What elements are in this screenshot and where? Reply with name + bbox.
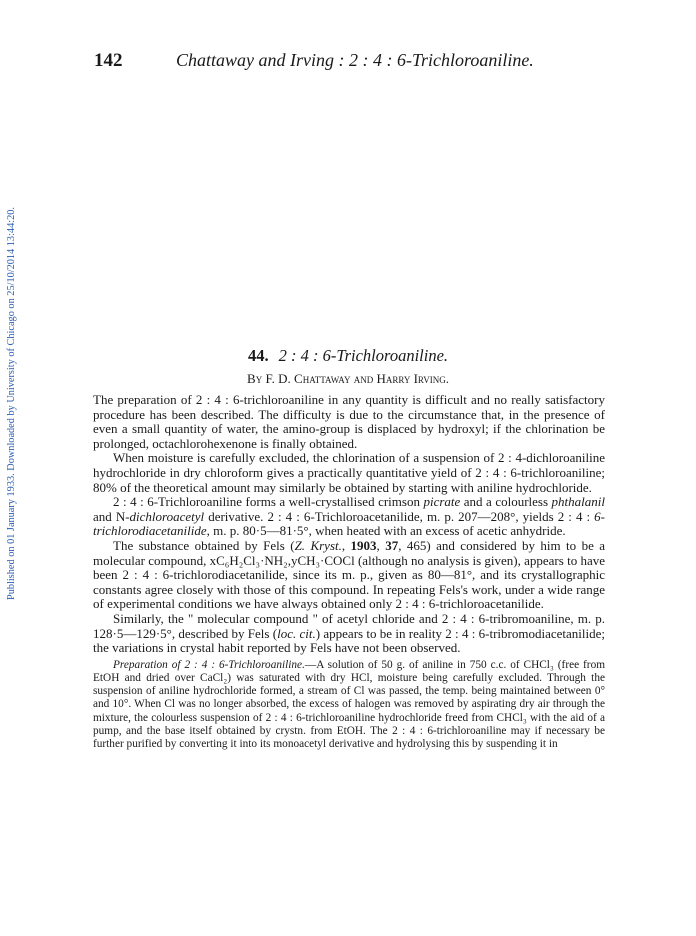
paragraph-intro: The preparation of 2 : 4 : 6-trichloroaniline in any quantity is difficult and no really satisfactory procedure has been described. The difficulty is due to the circumstance that, in the presence of even a small quantity of water, the amino-group is displaced by hydroxyl; if the chlorination be prolonged, octachlorohexenone is finally obtained.: [93, 392, 605, 451]
term-loc-cit: loc. cit.: [277, 625, 316, 641]
text: , 465) and considered by him to be a molecular compound, xC₆H₂Cl₃·NH₂,yCH₃·COCl (although no analysis is given), appears to have been 2 : 4 : 6-trichlorodiacetanilide, since its m. p., given as 80—81°, and its crystallographic constants agree closely with those of this compound. In repeating Fels's work, under a wide range of experimental conditions we have always obtained only 2 : 4 : 6-trichloroacetanilide.: [93, 537, 606, 612]
text: Similarly, the " molecular compound " of acetyl chloride and 2 : 4 : 6-tribromoaniline, m. p. 128·5—129·5°, described by Fels (: [93, 610, 605, 641]
preparation-heading: Preparation of 2 : 4 : 6-Trichloroaniline.: [113, 658, 305, 671]
article-number: 44.: [247, 346, 269, 365]
text: derivative. 2 : 4 : 6-Trichloroacetanilide, m. p. 207—208°, yields 2 : 4 :: [204, 508, 595, 524]
text: ) appears to be in reality 2 : 4 : 6-tribromodiacetanilide; the variations in crystal habit reported by Fels have not been observed.: [93, 625, 605, 656]
sidebar-note-text[interactable]: Published on 01 January 1933. Downloaded by University of Chicago on 25/10/2014 13:44:20.: [6, 207, 17, 600]
journal-name: Z. Kryst.: [294, 537, 342, 553]
text: and a colourless: [460, 494, 552, 510]
text: The substance obtained by Fels (: [113, 537, 295, 553]
term-dichloroacetyl: dichloroacetyl: [129, 508, 205, 524]
journal-year: 1903: [350, 537, 377, 553]
preparation-text: —A solution of 50 g. of aniline in 750 c.c. of CHCl₃ (free from EtOH and dried over CaCl₂) was saturated with dry HCl, moisture being carefully excluded. Through the suspension of aniline hydrochloride formed, a stream of Cl was passed, the temp. being maintained between 0° and 10°. When Cl was no longer absorbed, the excess of halogen was removed by aspirating dry air through the mixture, the colourless suspension of 2 : 4 : 6-trichloroaniline hydrochloride freed from CHCl₃ with the aid of a pump, and the base itself obtained by crystn. from EtOH. The 2 : 4 : 6-trichloroaniline may if necessary be further purified by converting it into its monoacetyl derivative and hydrolysing this by suspending it in: [93, 658, 605, 750]
term-phthalanil: phthalanil: [551, 494, 605, 510]
paragraph-tribromo: [93, 612, 605, 656]
paragraph-chlorination: When moisture is carefully excluded, the chlorination of a suspension of 2 : 4-dichloroaniline hydrochloride in dry chloroform gives a practically quantitative yield of 2 : 4 : 6-trichloroaniline; 80% of the theoretical amount may similarly be obtained by starting with aniline hydrochloride.: [93, 450, 605, 495]
text: 2 : 4 : 6-Trichloroaniline forms a well-crystallised crimson: [113, 494, 424, 510]
text: ,: [341, 537, 351, 553]
article-title-text: 2 : 4 : 6-Trichloroaniline.: [278, 346, 449, 365]
page-number: 142: [94, 50, 123, 71]
journal-volume: 37: [385, 537, 399, 553]
text: , m. p. 80·5—81·5°, when heated with an excess of acetic anhydride.: [206, 523, 566, 539]
term-diacetanilide: 6-trichlorodiacetanilide: [93, 508, 605, 539]
article-body: [93, 393, 605, 751]
paragraph-derivatives: [93, 495, 605, 539]
article-title: [0, 346, 696, 366]
text: and N-: [93, 508, 130, 524]
text: ,: [376, 537, 386, 553]
paragraph-fels: [93, 539, 605, 612]
paragraph-preparation: [93, 659, 605, 751]
running-title: Chattaway and Irving : 2 : 4 : 6-Trichloroaniline.: [176, 50, 534, 70]
term-picrate: picrate: [423, 494, 461, 510]
article-byline: By F. D. Chattaway and Harry Irving.: [247, 371, 449, 386]
